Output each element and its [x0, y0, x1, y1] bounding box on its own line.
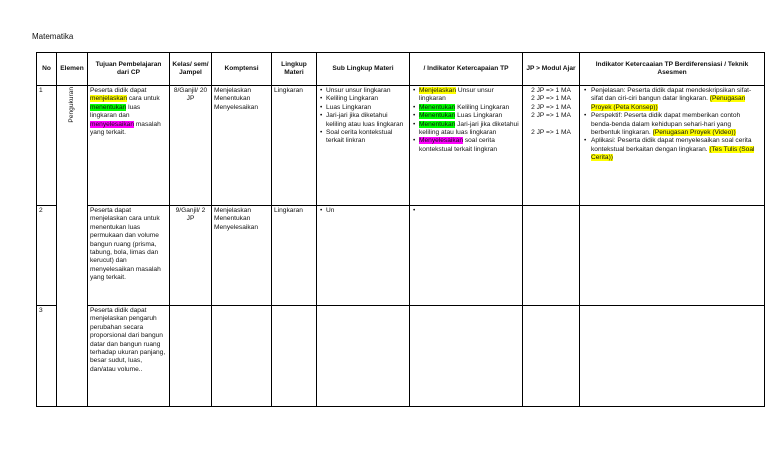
sub-lingkup-cell [317, 206, 410, 306]
lingkup-cell: Lingkaran [272, 206, 317, 306]
list-item: • Unsur unsur lingkaran [326, 87, 407, 95]
elemen-label: Pengukuran [67, 87, 75, 123]
highlight-magenta: menyelesaikan [90, 120, 134, 128]
lingkup-cell [272, 306, 317, 407]
asesmen-cell [580, 206, 765, 306]
header-kelas: Kelas/ sem/ Jampel [170, 53, 212, 86]
list-item: • Perspektif: Peserta didik dapat memberikan contoh benda-benda dalam kehidupan sehari-hari yang berbentuk lingkaran. (Penugasan Proyek (Video)) [591, 112, 762, 137]
list-item: • Penjelasan: Peserta didik dapat mendeskripsikan sifat-sifat dan ciri-ciri bangun datar lingkaran. (Penugasan Proyek (Peta Konsep)) [591, 87, 762, 112]
header-indikator: / Indikator Ketercapaian TP [410, 53, 523, 86]
header-lingkup: Lingkup Materi [272, 53, 317, 86]
kelas-cell: 9/Ganjil/ 2 JP [170, 206, 212, 306]
list-item: • Soal cerita kontekstual terkait linkran [326, 129, 407, 146]
jp-cell: 2 JP => 1 MA 2 JP => 1 MA 2 JP => 1 MA 2 JP => 1 MA 2 JP => 1 MA [523, 86, 580, 206]
list-item: • Menentukan Luas Lingkaran [419, 112, 520, 120]
tujuan-cell: Peserta didik dapat menjelaskan pengaruh perubahan secara proporsional dari bangun datar dan bangun ruang terhadap ukuran panjang, besar sudut, luas, dan/atau volume.. [88, 306, 170, 407]
header-sub-lingkup: Sub Lingkup Materi [317, 53, 410, 86]
lingkup-cell: Lingkaran [272, 86, 317, 206]
highlight-green: menentukan [90, 103, 127, 111]
list-item: • Luas Lingkaran [326, 104, 407, 112]
list-item: • Keliling Lingkaran [326, 95, 407, 103]
asesmen-cell [580, 86, 765, 206]
kompetensi-cell [212, 306, 272, 407]
kelas-cell [170, 306, 212, 407]
row-number: 1 [37, 86, 57, 206]
indikator-cell [410, 206, 523, 306]
list-item: • Menentukan Keliling Lingkaran [419, 104, 520, 112]
highlight-yellow: menjelaskan [90, 95, 128, 103]
indikator-cell [410, 306, 523, 407]
tujuan-cell: Peserta didik dapat menjelaskan cara untuk menentukan luas lingkaran dan menyelesaikan masalah yang terkait. [88, 86, 170, 206]
list-item: • Un [326, 207, 407, 215]
sub-lingkup-cell [317, 306, 410, 407]
list-item: • Aplikasi: Peserta didik dapat menyelesaikan soal cerita kontekstual berkaitan dengan lingkaran. (Tes Tulis (Soal Cerita)) [591, 137, 762, 162]
tujuan-cell: Peserta dapat menjelaskan cara untuk menentukan luas permukaan dan volume bangun ruang (prisma, tabung, bola, limas dan kerucut) dan menyelesaikan masalah yang terkait. [88, 206, 170, 306]
table-row [37, 306, 765, 407]
jp-cell [523, 206, 580, 306]
curriculum-table [36, 52, 765, 407]
header-asesmen: Indikator Ketercaaian TP Berdiferensiasi / Teknik Asesmen [580, 53, 765, 86]
list-item: • Menjelaskan Unsur unsur lingkaran [419, 87, 520, 104]
header-tujuan: Tujuan Pembelajaran dari CP [88, 53, 170, 86]
elemen-cell [57, 86, 88, 407]
row-number: 2 [37, 206, 57, 306]
table-row [37, 206, 765, 306]
header-kompetensi: Komptensi [212, 53, 272, 86]
kompetensi-cell: Menjelaskan Menentukan Menyelesaikan [212, 206, 272, 306]
jp-cell [523, 306, 580, 407]
row-number: 3 [37, 306, 57, 407]
table-row [37, 86, 765, 206]
indikator-cell [410, 86, 523, 206]
list-item: • Menyelesaikan soal cerita kontekstual terkait lingkran [419, 137, 520, 154]
header-elemen: Elemen [57, 53, 88, 86]
list-item: • Menentukan Jari-jari jika diketahui keliling atau luas lingkaran [419, 121, 520, 138]
kelas-cell: 8/Ganjil/ 20 JP [170, 86, 212, 206]
document-title: Matematika [32, 32, 74, 41]
sub-lingkup-cell [317, 86, 410, 206]
table-header-row [37, 53, 765, 86]
header-no: No [37, 53, 57, 86]
asesmen-cell [580, 306, 765, 407]
header-jp: JP > Modul Ajar [523, 53, 580, 86]
kompetensi-cell: Menjelaskan Menentukan Menyelesaikan [212, 86, 272, 206]
list-item: • Jari-jari jika diketahui keliling atau luas lingkaran [326, 112, 407, 129]
